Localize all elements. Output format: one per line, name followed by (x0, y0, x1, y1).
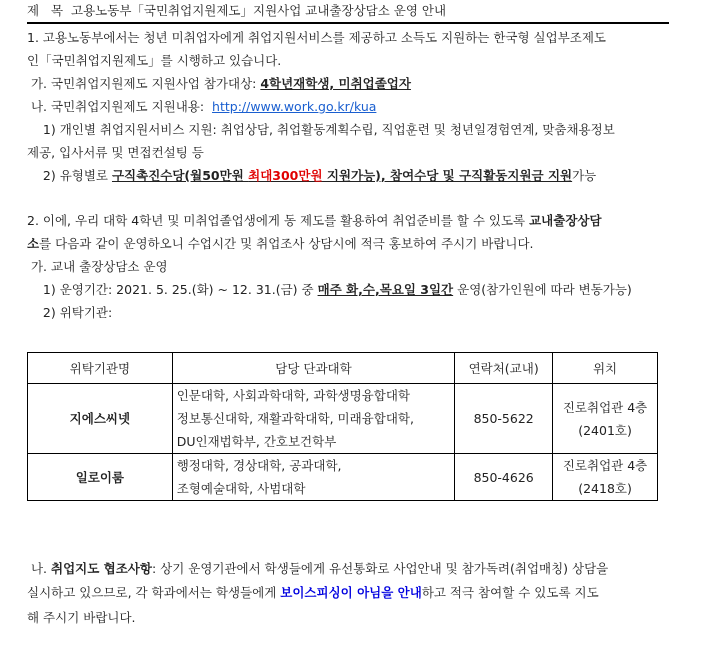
p2-agency: 2) 위탁기관: (27, 305, 113, 320)
agency-table (27, 352, 658, 501)
item2-label: 2) 유형별로 (27, 168, 112, 183)
p2-line2-text: 를 다음과 같이 운영하오니 수업시간 및 취업조사 상담시에 적극 홍보하여 주시기 바랍니다. (39, 236, 534, 251)
location (553, 454, 658, 501)
table-row (28, 384, 658, 454)
p2-line2 (27, 236, 534, 252)
p2-ga: 가. 교내 출장상담소 운영 (27, 259, 168, 274)
na-label: 나. 국민취업지원제도 지원내용: (27, 99, 213, 114)
p3-line3: 해 주시기 바랍니다. (27, 610, 136, 625)
college-line: 행정대학, 경상대학, 공과대학, (176, 458, 342, 473)
p3-line2-text: 실시하고 있으므로, 각 학과에서는 학생들에게 (27, 585, 281, 600)
title-label: 제 목 (27, 3, 64, 18)
colleges (172, 384, 454, 454)
p2-line2-bold: 소 (27, 236, 40, 251)
college-line: 조형예술대학, 사범대학 (176, 481, 306, 496)
p2-line1-bold: 교내출장상담 (529, 213, 602, 228)
college-line: 정보통신대학, 재활과학대학, 미래융합대학, (176, 411, 414, 426)
period-suffix: 운영(참가인원에 따라 변동가능) (453, 282, 632, 297)
period-label: 1) 운영기간: 2021. 5. 25.(화) ~ 12. 31.(금) 중 (27, 282, 318, 297)
colleges (172, 454, 454, 501)
item2-suffix: 가능 (572, 168, 597, 183)
item2-emphasis (112, 168, 572, 183)
p3-blue: 보이스피싱이 아님을 안내 (280, 585, 422, 600)
header-cell: 위치 (553, 353, 658, 384)
header-cell: 담당 단과대학 (172, 353, 454, 384)
location (553, 384, 658, 454)
p2-line1-text: 2. 이에, 우리 대학 4학년 및 미취업졸업생에게 동 제도를 활용하여 취업준비를 할 수 있도록 (27, 213, 530, 228)
p1-item2 (27, 168, 596, 184)
phone: 850-5622 (455, 384, 553, 454)
p1-na (27, 99, 376, 115)
p3-bold: 취업지도 협조사항 (51, 561, 152, 576)
p1-item1-line2: 제공, 입사서류 및 면접컨설팅 등 (27, 145, 204, 160)
header-cell: 연락처(교내) (455, 353, 553, 384)
p3-line2 (27, 585, 599, 601)
p2-line1 (27, 213, 602, 229)
p1-ga (27, 76, 411, 92)
title-rule (27, 22, 669, 24)
header-cell: 위탁기관명 (28, 353, 173, 384)
college-line: DU인재법학부, 간호보건학부 (176, 434, 337, 449)
location-line: 진로취업관 4층 (562, 399, 648, 415)
college-line: 인문대학, 사회과학대학, 과학생명융합대학 (176, 388, 410, 403)
title-text: 고용노동부「국민취업지원제도」지원사업 교내출장상담소 운영 안내 (71, 3, 447, 18)
p3-label: 나. (27, 561, 51, 576)
agency-name: 지에스씨넷 (28, 384, 173, 454)
item2-b1: 구직촉진수당(월50만원 (111, 168, 249, 183)
location-line: 진로취업관 4층 (562, 458, 648, 473)
period-bold: 매주 화,수,목요일 3일간 (317, 282, 454, 297)
p3-line2-suffix: 하고 적극 참여할 수 있도록 지도 (421, 585, 599, 600)
item2-b2: 지원가능), 참여수당 및 구직활동지원금 지원 (322, 168, 573, 183)
p1-item1-line1: 1) 개인별 취업지원서비스 지원: 취업상담, 취업활동계획수립, 직업훈련 및 청년일경험연계, 맞춤채용정보 (27, 122, 615, 137)
ga-target: 4학년재학생, 미취업졸업자 (260, 76, 411, 91)
table-header (28, 353, 658, 384)
p2-period (27, 282, 632, 298)
table-row (28, 454, 658, 501)
location-line: (2401호) (578, 422, 632, 438)
location-line: (2418호) (578, 481, 632, 496)
ga-label: 가. 국민취업지원제도 지원사업 참가대상: (27, 76, 261, 91)
p3-line1 (27, 561, 608, 577)
item2-red: 최대300만원 (248, 168, 323, 183)
document-title (27, 3, 446, 19)
agency-name: 일로이룸 (28, 454, 173, 501)
p3-line1-text: : 상기 운영기관에서 학생들에게 유선통화로 사업안내 및 참가독려(취업매칭) 상담을 (151, 561, 609, 576)
p1-line2: 인「국민취업지원제도」를 시행하고 있습니다. (27, 53, 282, 68)
work-link[interactable]: http://www.work.go.kr/kua (212, 99, 377, 114)
phone: 850-4626 (455, 454, 553, 501)
p1-line1: 1. 고용노동부에서는 청년 미취업자에게 취업지원서비스를 제공하고 소득도 지원하는 한국형 실업부조제도 (27, 30, 606, 45)
